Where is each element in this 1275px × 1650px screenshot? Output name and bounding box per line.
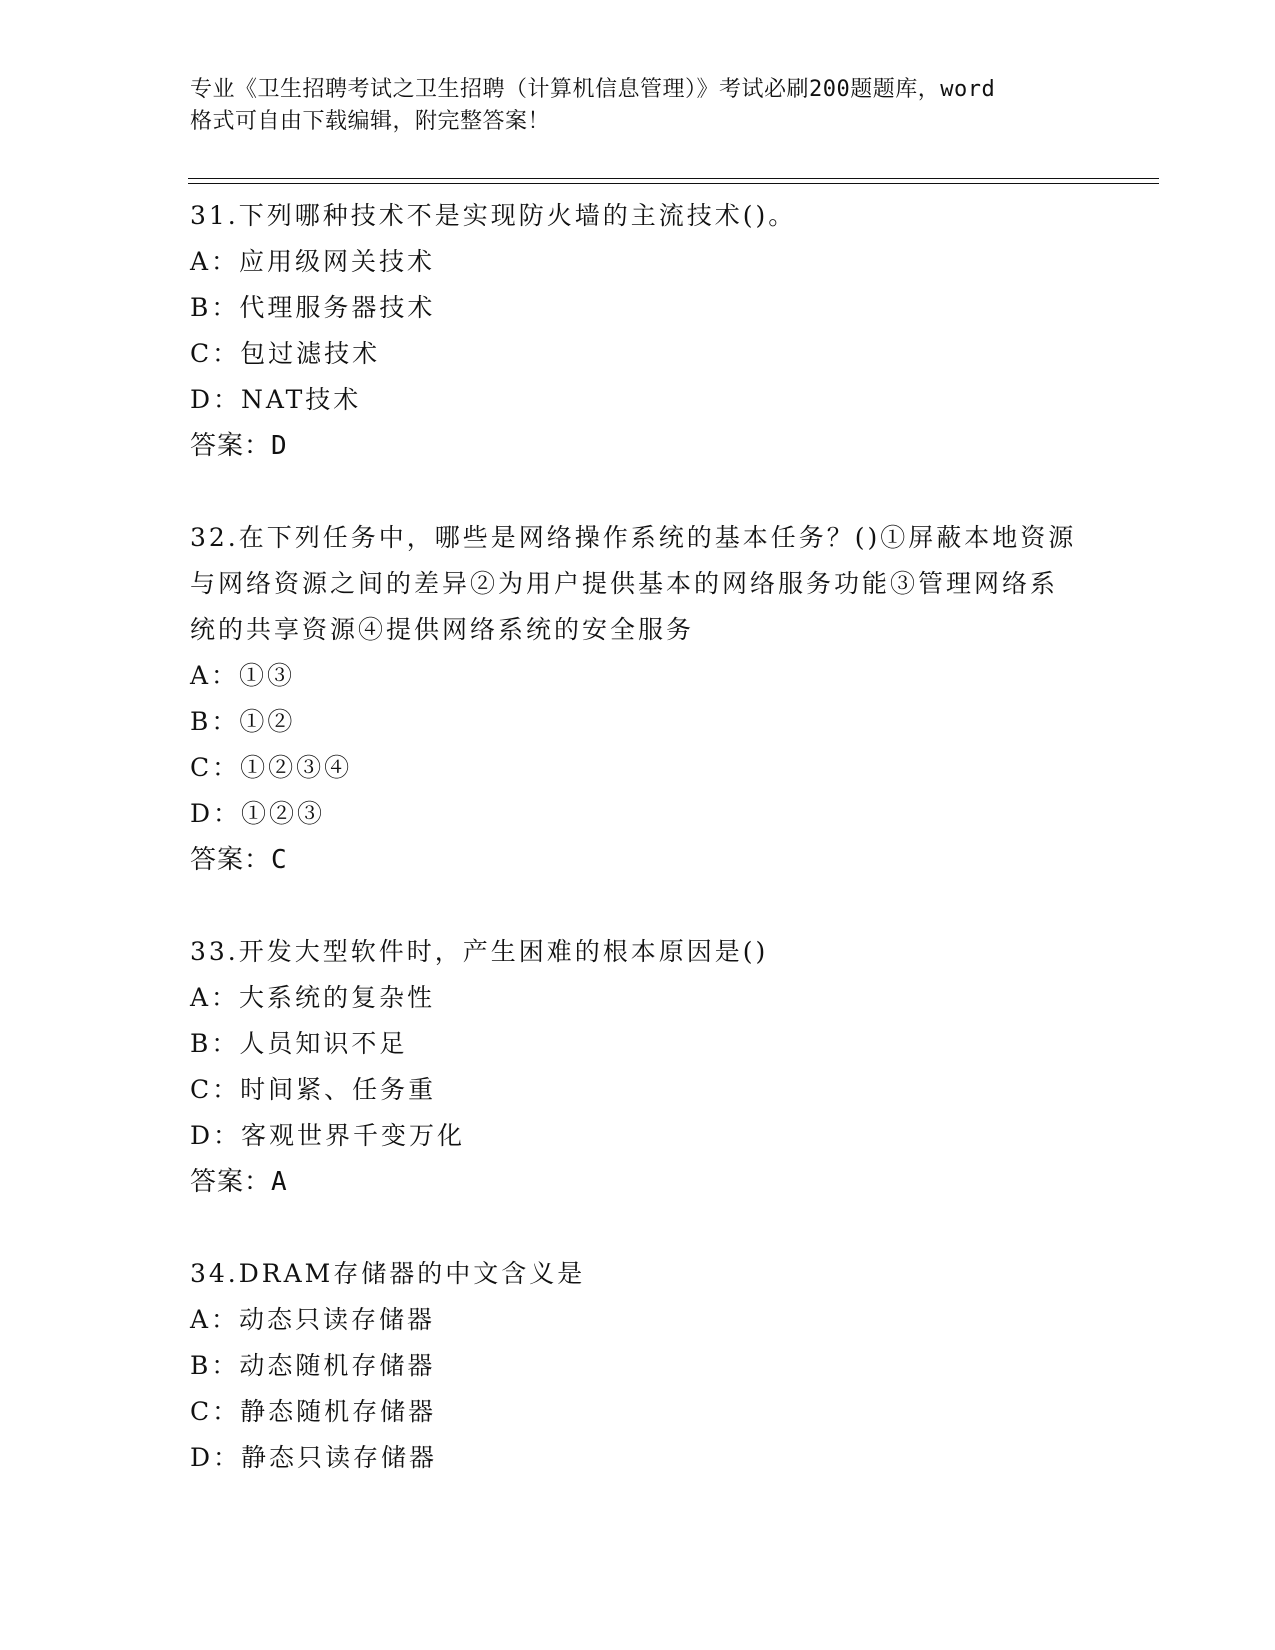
header-divider-top xyxy=(188,178,1159,179)
option-a: A：应用级网关技术 xyxy=(190,247,436,276)
answer-text: 答案：D xyxy=(190,431,288,461)
answer-text: 答案：A xyxy=(190,1167,288,1197)
question-33 xyxy=(190,929,1090,1205)
question-34 xyxy=(190,1251,1090,1481)
option-d: D：①②③ xyxy=(190,799,326,828)
option-d: D：NAT技术 xyxy=(190,385,362,414)
question-stem: 32.在下列任务中，哪些是网络操作系统的基本任务？()①屏蔽本地资源与网络资源之间的差异②为用户提供基本的网络服务功能③管理网络系统的共享资源④提供网络系统的安全服务 xyxy=(190,523,1077,644)
option-a: A：大系统的复杂性 xyxy=(190,983,436,1012)
option-c: C：①②③④ xyxy=(190,753,353,782)
option-d: D：静态只读存储器 xyxy=(190,1443,438,1472)
option-c: C：时间紧、任务重 xyxy=(190,1075,437,1104)
header-divider-bottom xyxy=(188,183,1159,184)
option-a: A：①③ xyxy=(190,661,296,690)
option-c: C：静态随机存储器 xyxy=(190,1397,437,1426)
question-list xyxy=(190,193,1090,1527)
question-31 xyxy=(190,193,1090,469)
option-b: B：①② xyxy=(190,707,296,736)
option-c: C：包过滤技术 xyxy=(190,339,381,368)
document-header xyxy=(190,74,1090,138)
answer-text: 答案：C xyxy=(190,845,288,875)
option-b: B：人员知识不足 xyxy=(190,1029,408,1058)
option-d: D：客观世界千变万化 xyxy=(190,1121,466,1150)
header-line-2: 格式可自由下载编辑，附完整答案！ xyxy=(190,109,551,134)
header-line-1: 专业《卫生招聘考试之卫生招聘（计算机信息管理）》考试必刷200题题库，word xyxy=(190,77,996,102)
option-a: A：动态只读存储器 xyxy=(190,1305,436,1334)
question-stem: 31.下列哪种技术不是实现防火墙的主流技术()。 xyxy=(190,201,797,230)
question-32 xyxy=(190,515,1090,883)
option-b: B：动态随机存储器 xyxy=(190,1351,436,1380)
option-b: B：代理服务器技术 xyxy=(190,293,436,322)
question-stem: 34.DRAM存储器的中文含义是 xyxy=(190,1259,586,1288)
question-stem: 33.开发大型软件时，产生困难的根本原因是() xyxy=(190,937,769,966)
